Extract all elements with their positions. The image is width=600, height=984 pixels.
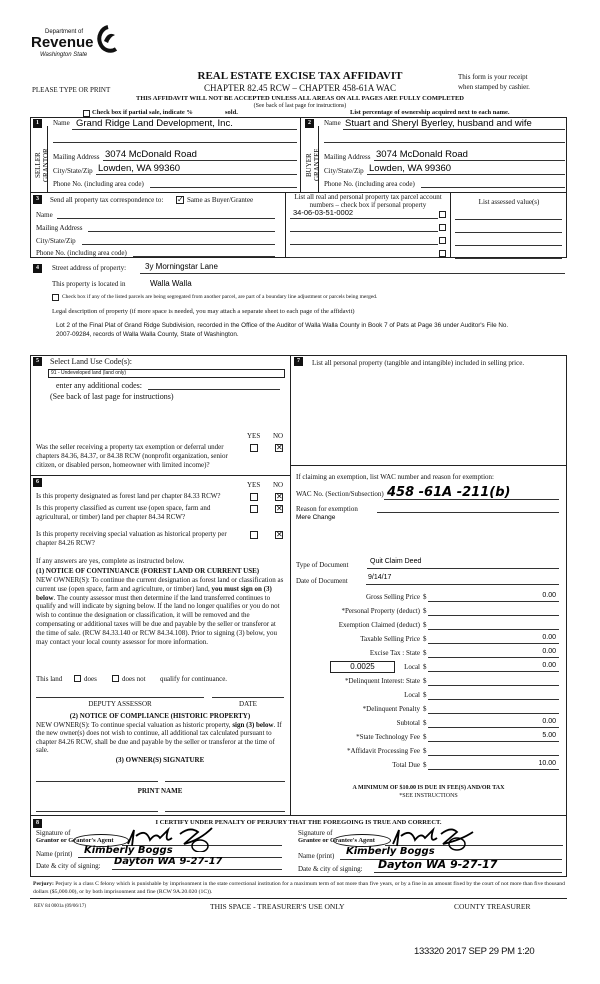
land-use-see-back: (See back of last page for instructions) bbox=[50, 392, 174, 401]
receipt-note-2: when stamped by cashier. bbox=[458, 83, 530, 91]
this-land-label: This land bbox=[36, 675, 63, 683]
parcel-line bbox=[290, 244, 438, 245]
correspondence-label: Send all property tax correspondence to: bbox=[50, 196, 164, 204]
divider bbox=[450, 192, 451, 258]
grantor-sig-label: Signature of bbox=[36, 829, 71, 837]
currency-symbol: $ bbox=[423, 677, 427, 685]
section-number-5: 5 bbox=[33, 357, 42, 366]
land-use-label: Select Land Use Code(s): bbox=[50, 357, 132, 366]
buyer-name-line bbox=[343, 129, 565, 130]
perjury-note bbox=[33, 880, 565, 896]
buyer-city-field[interactable]: Lowden, WA 99360 bbox=[369, 163, 452, 174]
fee-value-field[interactable]: 0.00 bbox=[542, 648, 556, 655]
seller-city-line bbox=[96, 174, 297, 175]
located-field[interactable]: Walla Walla bbox=[150, 279, 192, 288]
fee-label: Subtotal bbox=[396, 719, 420, 727]
currency-symbol: $ bbox=[423, 649, 427, 657]
fee-label: Taxable Selling Price bbox=[360, 635, 420, 643]
notice-2-part: NEW OWNER(S): To continue special valuation as historic property, bbox=[36, 721, 231, 729]
grantee-date-line bbox=[374, 872, 562, 873]
local-rate-value: 0.0025 bbox=[350, 662, 375, 671]
notice-1-part: NEW OWNER(S): To continue the current designation as forest land or classification as current use (open space, farm and agriculture, or timber) land, bbox=[36, 576, 284, 593]
land-use-value: 91 - Undeveloped land (land only) bbox=[51, 370, 127, 376]
fee-line bbox=[428, 657, 559, 658]
parcel-line bbox=[290, 231, 438, 232]
perjury-bold: Perjury: bbox=[33, 881, 54, 887]
fee-label: Total Due bbox=[392, 761, 420, 769]
parcel-number-field[interactable]: 34-06-03-51-0002 bbox=[293, 208, 354, 217]
designation-question: Is this property classified as current use (open space, farm and agricultural, or timber) land per chapter 84.34 RCW? bbox=[36, 504, 211, 521]
buyer-phone-label: Phone No. (including area code) bbox=[324, 180, 415, 188]
grantee-sig-label: Signature of bbox=[298, 829, 333, 837]
personal-property-label: List all personal property (tangible and intangible) included in selling price. bbox=[312, 359, 525, 367]
same-as-buyer-label: Same as Buyer/Grantee bbox=[187, 196, 254, 204]
legal-description[interactable]: Lot 2 of the Final Plat of Grand Ridge Subdivision, recorded in the Office of the Auditor of Walla Walla County in Book 7 of Pats at Page 36 under Auditor's File No. 2007-09284, records of Walla Walla County, State of Washington. bbox=[56, 322, 509, 338]
exemption-yes-checkbox[interactable] bbox=[250, 444, 258, 452]
grantee-name-label: Name (print) bbox=[298, 852, 335, 860]
section-number-1: 1 bbox=[33, 119, 42, 128]
fee-label: *Personal Property (deduct) bbox=[341, 607, 420, 615]
seller-side-label: SELLER GRANTOR bbox=[34, 148, 50, 182]
currency-symbol: $ bbox=[423, 719, 427, 727]
grantee-name-field[interactable]: Kimberly Boggs bbox=[346, 846, 435, 857]
designation-question: Is this property receiving special valuation as historical property per chapter 84.26 RCW? bbox=[36, 530, 227, 547]
notice-2-title: (2) NOTICE OF COMPLIANCE (HISTORIC PROPERTY) bbox=[69, 712, 251, 720]
fee-line bbox=[428, 615, 559, 616]
grantor-date-line bbox=[112, 869, 282, 870]
currency-symbol: $ bbox=[423, 691, 427, 699]
fee-line bbox=[428, 629, 559, 630]
segregated-label: Check box if any of the listed parcels are being segregated from another parcel, are part of a boundary line adjustment or parcels being merged. bbox=[62, 294, 378, 300]
fee-label: *Delinquent Interest: State bbox=[344, 677, 420, 685]
notice-1-part: . The county assessor must then determine if the land transferred continues to qualify and will indicate by signing below. If the land no longer qualifies or you do not wish to continue the designation or classification, it will be removed and the compensating or additional taxes will be due and payable by the seller or transferor at the time of sale. (RCW 84.33.140 or RCW 84.34.108). Prior to signing (3) below, you may contact your local county assessor for more information. bbox=[36, 593, 280, 646]
grantee-date-label: Date & city of signing: bbox=[298, 865, 363, 873]
divider bbox=[300, 117, 301, 193]
designation-yes-checkbox[interactable] bbox=[250, 505, 258, 513]
partial-sale-label: Check box if partial sale, indicate % bbox=[92, 109, 193, 116]
minimum-note: A MINIMUM OF $10.00 IS DUE IN FEE(S) AND/OR TAX bbox=[352, 785, 505, 791]
divider bbox=[290, 465, 567, 466]
designation-no-checkbox[interactable]: ✕ bbox=[276, 504, 283, 513]
section-number-7: 7 bbox=[294, 357, 303, 366]
seller-phone-label: Phone No. (including area code) bbox=[53, 180, 144, 188]
seller-name-line-2 bbox=[53, 142, 297, 143]
form-warning: THIS AFFIDAVIT WILL NOT BE ACCEPTED UNLESS ALL AREAS ON ALL PAGES ARE FULLY COMPLETED bbox=[136, 95, 464, 102]
fee-value-field[interactable]: 0.00 bbox=[542, 662, 556, 669]
yes-header: YES bbox=[247, 432, 261, 440]
does-label: does bbox=[84, 675, 97, 683]
wac-label: WAC No. (Section/Subsection) bbox=[296, 490, 384, 498]
parcel-line bbox=[290, 218, 438, 219]
segregated-checkbox[interactable] bbox=[52, 294, 59, 301]
currency-symbol: $ bbox=[423, 705, 427, 713]
personal-property-checkbox[interactable] bbox=[439, 237, 446, 244]
fee-line bbox=[428, 741, 559, 742]
section-number-8: 8 bbox=[33, 819, 42, 828]
seller-city-field[interactable]: Lowden, WA 99360 bbox=[98, 163, 181, 174]
additional-codes-field[interactable] bbox=[148, 389, 280, 390]
buyer-name-label: Name bbox=[324, 119, 341, 127]
treasurer-space-label: THIS SPACE - TREASURER'S USE ONLY bbox=[210, 902, 345, 911]
fee-label: Local bbox=[404, 691, 420, 699]
revision-label: REV 84 0001a (09/06/17) bbox=[34, 904, 86, 909]
deputy-assessor-label: DEPUTY ASSESSOR bbox=[88, 700, 152, 708]
street-line bbox=[140, 273, 565, 274]
buyer-city-line bbox=[367, 174, 565, 175]
fee-line bbox=[428, 685, 559, 686]
street-label: Street address of property: bbox=[52, 264, 127, 272]
notice-1-bold: you must sign on (3) below bbox=[36, 584, 272, 602]
please-type: PLEASE TYPE OR PRINT bbox=[32, 86, 111, 94]
fee-line bbox=[428, 755, 559, 756]
reason-field[interactable]: Mere Change bbox=[296, 514, 336, 521]
land-use-select[interactable] bbox=[48, 369, 285, 378]
seller-name-field[interactable]: Grand Ridge Land Development, Inc. bbox=[76, 118, 233, 129]
buyer-side-label: BUYER GRANTEE bbox=[305, 148, 321, 182]
fee-label: Gross Selling Price bbox=[365, 593, 420, 601]
designation-yes-checkbox[interactable] bbox=[250, 493, 258, 501]
receipt-note: This form is your receipt bbox=[458, 73, 528, 81]
corr-phone-field[interactable] bbox=[133, 256, 275, 257]
doc-date-line bbox=[366, 584, 559, 585]
parcel-line bbox=[290, 257, 438, 258]
street-field[interactable]: 3y Morningstar Lane bbox=[145, 262, 218, 271]
personal-property-checkbox[interactable] bbox=[439, 211, 446, 218]
no-header: NO bbox=[273, 481, 284, 489]
corr-address-field[interactable] bbox=[88, 231, 275, 232]
reason-label: Reason for exemption bbox=[296, 505, 358, 513]
assessed-value-field[interactable] bbox=[455, 232, 562, 233]
notice-2-part: . If the new owner(s) does not wish to continue, all additional tax calculated pursuant to chapter 84.26 RCW, shall be due and payable by the seller or transferor at the time of sale. bbox=[36, 721, 282, 755]
if-yes-note: If any answers are yes, complete as instructed below. bbox=[36, 557, 185, 565]
fee-label: *Affidavit Processing Fee bbox=[347, 747, 420, 755]
section-number-4: 4 bbox=[33, 264, 42, 273]
date-label: DATE bbox=[239, 700, 257, 708]
wac-field[interactable]: 458 -61A -211(b) bbox=[387, 485, 511, 500]
section-number-3: 3 bbox=[33, 195, 42, 204]
designation-question: Is this property designated as forest land per chapter 84.33 RCW? bbox=[36, 492, 221, 500]
fee-label: Excise Tax : State bbox=[369, 649, 420, 657]
partial-sale-checkbox[interactable] bbox=[83, 110, 90, 117]
notice-2-bold: sign (3) below bbox=[232, 721, 274, 729]
seller-address-line bbox=[103, 160, 297, 161]
notice-2-text bbox=[36, 721, 286, 755]
print-name-line-2[interactable] bbox=[165, 811, 285, 812]
fee-line bbox=[428, 727, 559, 728]
corr-city-field[interactable] bbox=[82, 244, 275, 245]
same-as-buyer-checkbox[interactable]: ✓ bbox=[177, 195, 184, 204]
buyer-name-field[interactable]: Stuart and Sheryl Byerley, husband and wife bbox=[345, 118, 532, 129]
seller-phone-field[interactable] bbox=[150, 187, 297, 188]
assessed-value-field[interactable] bbox=[455, 245, 562, 246]
currency-symbol: $ bbox=[423, 663, 427, 671]
corr-city-label: City/State/Zip bbox=[36, 237, 76, 245]
grantor-date-field[interactable]: Dayton WA 9-27-17 bbox=[114, 856, 223, 867]
fee-value-field[interactable]: 5.00 bbox=[542, 732, 556, 739]
corr-name-field[interactable] bbox=[57, 218, 275, 219]
county-treasurer-label: COUNTY TREASURER bbox=[454, 902, 531, 911]
currency-symbol: $ bbox=[423, 733, 427, 741]
grantee-agent-label: Grantee or Grantee's Agent bbox=[298, 837, 375, 844]
fee-line bbox=[428, 643, 559, 644]
fee-value-field[interactable]: 10.00 bbox=[538, 760, 556, 767]
divider bbox=[30, 898, 567, 899]
exemption-no-checkbox[interactable]: ✕ bbox=[276, 443, 283, 452]
seller-address-label: Mailing Address bbox=[53, 153, 100, 161]
seller-city-label: City/State/Zip bbox=[53, 167, 93, 175]
currency-symbol: $ bbox=[423, 747, 427, 755]
form-chapter: CHAPTER 82.45 RCW – CHAPTER 458-61A WAC bbox=[204, 83, 396, 93]
does-checkbox[interactable] bbox=[74, 675, 81, 682]
print-name-label: PRINT NAME bbox=[137, 787, 183, 795]
fee-value-field[interactable]: 0.00 bbox=[542, 592, 556, 599]
currency-symbol: $ bbox=[423, 621, 427, 629]
owner-signature-line[interactable] bbox=[36, 781, 158, 782]
buyer-address-label: Mailing Address bbox=[324, 153, 371, 161]
notice-1-title: (1) NOTICE OF CONTINUANCE (FOREST LAND OR CURRENT USE) bbox=[36, 567, 260, 575]
recording-stamp: 133320 2017 SEP 29 PM 1:20 bbox=[414, 946, 535, 957]
fee-value-field[interactable]: 0.00 bbox=[542, 718, 556, 725]
designation-no-checkbox[interactable]: ✕ bbox=[276, 530, 283, 539]
fee-label: Exemption Claimed (deduct) bbox=[338, 621, 420, 629]
corr-name-label: Name bbox=[36, 211, 53, 219]
additional-codes-label: enter any additional codes: bbox=[56, 381, 142, 390]
fee-line bbox=[428, 601, 559, 602]
buyer-city-label: City/State/Zip bbox=[324, 167, 364, 175]
currency-symbol: $ bbox=[423, 593, 427, 601]
doc-type-line bbox=[367, 568, 559, 569]
section-number-2: 2 bbox=[305, 119, 314, 128]
fee-label: *Delinquent Penalty bbox=[362, 705, 420, 713]
currency-symbol: $ bbox=[423, 761, 427, 769]
dor-logo-mark bbox=[96, 25, 120, 53]
seller-name-line bbox=[72, 129, 297, 130]
grantor-name-field[interactable]: Kimberly Boggs bbox=[84, 845, 173, 856]
does-not-label: does not bbox=[122, 675, 146, 683]
fee-label: Local bbox=[404, 663, 420, 671]
grantor-date-label: Date & city of signing: bbox=[36, 862, 101, 870]
corr-address-label: Mailing Address bbox=[36, 224, 83, 232]
buyer-name-line-2 bbox=[324, 142, 565, 143]
personal-property-checkbox[interactable] bbox=[439, 250, 446, 257]
assessed-value-field[interactable] bbox=[455, 258, 562, 259]
certify-statement: I CERTIFY UNDER PENALTY OF PERJURY THAT THE FOREGOING IS TRUE AND CORRECT. bbox=[155, 819, 442, 826]
parcel-header: List all real and personal property tax parcel account numbers – check box if personal property bbox=[294, 193, 442, 209]
notice-1-text bbox=[36, 576, 286, 646]
doc-type-label: Type of Document bbox=[296, 561, 349, 569]
doc-date-field[interactable]: 9/14/17 bbox=[368, 574, 392, 581]
fee-label: *State Technology Fee bbox=[356, 733, 420, 741]
section-number-6: 6 bbox=[33, 478, 42, 487]
owner-signature-line-2[interactable] bbox=[165, 781, 285, 782]
print-name-line[interactable] bbox=[36, 811, 158, 812]
corr-phone-label: Phone No. (including area code) bbox=[36, 249, 127, 257]
legal-label: Legal description of property (if more space is needed, you may attach a separate sheet to each page of the affidavit) bbox=[52, 308, 355, 315]
does-not-checkbox[interactable] bbox=[112, 675, 119, 682]
yes-header: YES bbox=[247, 481, 261, 489]
designation-no-checkbox[interactable]: ✕ bbox=[276, 492, 283, 501]
see-instructions: *SEE INSTRUCTIONS bbox=[399, 793, 458, 799]
fee-value-field[interactable]: 0.00 bbox=[542, 634, 556, 641]
buyer-phone-field[interactable] bbox=[421, 187, 565, 188]
designation-yes-checkbox[interactable] bbox=[250, 531, 258, 539]
exemption-question: Was the seller receiving a property tax exemption or deferral under chapters 84.36, 84.37, or 84.38 RCW (nonprofit organization, senior citizen, or disabled person, homeowner with limited income)? bbox=[36, 443, 228, 469]
grantor-name-label: Name (print) bbox=[36, 850, 73, 858]
assessed-header: List assessed value(s) bbox=[478, 198, 540, 206]
seller-name-label: Name bbox=[53, 119, 70, 127]
no-header: NO bbox=[273, 432, 284, 440]
doc-type-field[interactable]: Quit Claim Deed bbox=[370, 558, 422, 565]
divider bbox=[30, 475, 290, 476]
fee-line bbox=[428, 671, 559, 672]
currency-symbol: $ bbox=[423, 635, 427, 643]
currency-symbol: $ bbox=[423, 607, 427, 615]
grantee-date-field[interactable]: Dayton WA 9-27-17 bbox=[378, 858, 498, 871]
qualify-label: qualify for continuance. bbox=[160, 675, 228, 683]
divider bbox=[285, 192, 286, 258]
fee-line bbox=[428, 713, 559, 714]
sold-label: sold. bbox=[225, 109, 238, 116]
fee-line bbox=[428, 769, 559, 770]
fee-line bbox=[428, 699, 559, 700]
buyer-address-field[interactable]: 3074 McDonald Road bbox=[376, 149, 468, 160]
reason-line bbox=[377, 512, 559, 513]
deputy-assessor-line[interactable] bbox=[36, 697, 204, 698]
owner-signature-label: (3) OWNER(S) SIGNATURE bbox=[115, 756, 205, 764]
assessor-date-line[interactable] bbox=[212, 697, 284, 698]
doc-date-label: Date of Document bbox=[296, 577, 348, 585]
ownership-note: List percentage of ownership acquired next to each name. bbox=[350, 109, 510, 116]
see-back-note: (See back of last page for instructions) bbox=[253, 103, 347, 109]
buyer-address-line bbox=[374, 160, 565, 161]
assessed-value-field[interactable] bbox=[455, 219, 562, 220]
seller-address-field[interactable]: 3074 McDonald Road bbox=[105, 149, 197, 160]
exemption-claim-label: If claiming an exemption, list WAC number and reason for exemption: bbox=[296, 473, 494, 481]
form-title: REAL ESTATE EXCISE TAX AFFIDAVIT bbox=[197, 70, 403, 82]
perjury-text: Perjury is a class C felony which is punishable by imprisonment in the state correctional institution for a maximum term of not more than five years, or by a fine in an amount fixed by the court of not more than five thousand dollars ($5,000.00), or by both imprisonment and fine (RCW 9A.20.020 (1C)). bbox=[33, 881, 565, 895]
located-label: This property is located in bbox=[52, 280, 126, 288]
personal-property-checkbox[interactable] bbox=[439, 224, 446, 231]
grantor-agent-label: Grantor or Grantor's Agent bbox=[36, 837, 114, 844]
